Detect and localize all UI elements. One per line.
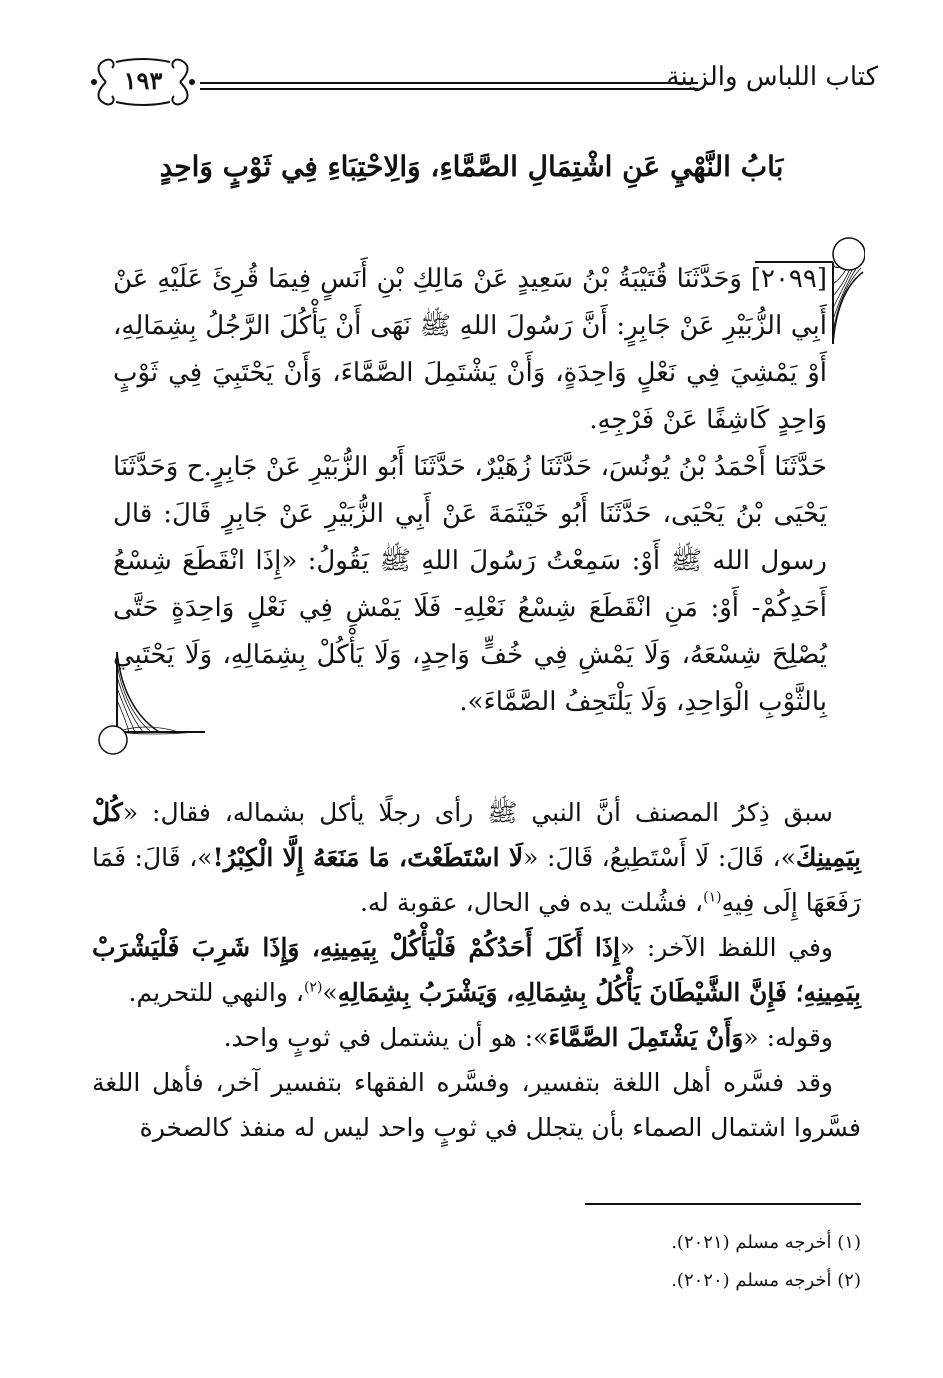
commentary-paragraph bbox=[92, 1015, 861, 1060]
quoted-hadith: لَا اسْتَطَعْتَ، مَا مَنَعَهُ إِلَّا الْكِبْرُ! bbox=[212, 843, 524, 872]
commentary-paragraph bbox=[92, 925, 861, 1015]
running-header bbox=[88, 52, 878, 112]
text-run: » bbox=[322, 978, 338, 1007]
commentary bbox=[92, 790, 861, 1150]
page-number-ornament bbox=[88, 54, 198, 110]
footnote-marker: (٢) bbox=[303, 979, 323, 996]
footnotes bbox=[92, 1224, 861, 1300]
hadith-text bbox=[113, 256, 827, 726]
text-run: وقوله: « bbox=[743, 1023, 833, 1052]
text-run: سبق ذِكرُ المصنف أنَّ النبي ﷺ رأى رجلًا يأكل بشماله، فقال: « bbox=[122, 798, 833, 827]
text-run: ، والنهي للتحريم. bbox=[128, 978, 304, 1007]
book-title: كتاب اللباس والزينة bbox=[666, 62, 878, 92]
text-run: وفي اللفظ الآخر: « bbox=[619, 933, 834, 962]
text-run: »، قَالَ: فَمَا رَفَعَهَا إِلَى فِيهِ bbox=[92, 843, 861, 917]
hadith-paragraph: حَدَّثَنَا أَحْمَدُ بْنُ يُونُسَ، حَدَّثَنَا زُهَيْرٌ، حَدَّثَنَا أَبُو الزُّبَيْرِ عَنْ جَابِرٍ.ح وَحَدَّثَنَا يَحْيَى بْنُ يَحْيَى، حَدَّثَنَا أَبُو خَيْثَمَةَ عَنْ أَبِي الزُّبَيْرِ عَنْ جَابِرٍ قَالَ: قال رسول الله ﷺ أَوْ: سَمِعْتُ رَسُولَ اللهِ ﷺ يَقُولُ: «إِذَا انْقَطَعَ شِسْعُ أَحَدِكُمْ- أَوْ: مَنِ انْقَطَعَ شِسْعُ نَعْلِهِ- فَلَا يَمْشِ فِي نَعْلٍ وَاحِدَةٍ حَتَّى يُصْلِحَ شِسْعَهُ، وَلَا يَمْشِ فِي خُفٍّ وَاحِدٍ، وَلَا يَأْكُلْ بِشِمَالِهِ، وَلَا يَحْتَبِي بِالثَّوْبِ الْوَاحِدِ، وَلَا يَلْتَحِفُ الصَّمَّاءَ». bbox=[113, 452, 827, 717]
text-run: ، فشُلت يده في الحال، عقوبة له. bbox=[359, 888, 704, 917]
commentary-paragraph: وقد فسَّره أهل اللغة بتفسير، وفسَّره الفقهاء بتفسير آخر، فأهل اللغة فسَّروا اشتمال الصماء بأن يتجلل في ثوبٍ واحد ليس له منفذ كالصخرة bbox=[92, 1068, 861, 1142]
hadith-box bbox=[95, 232, 865, 772]
header-rule bbox=[200, 82, 698, 90]
page-number: ١٩٣ bbox=[123, 66, 163, 95]
hadith-paragraph: [٢٠٩٩] وَحَدَّثَنَا قُتَيْبَةُ بْنُ سَعِيدٍ عَنْ مَالِكِ بْنِ أَنَسٍ فِيمَا قُرِئَ عَلَيْهِ عَنْ أَبِي الزُّبَيْرِ عَنْ جَابِرٍ: أَنَّ رَسُولَ اللهِ ﷺ نَهَى أَنْ يَأْكُلَ الرَّجُلُ بِشِمَالِهِ، أَوْ يَمْشِيَ فِي نَعْلٍ وَاحِدَةٍ، وَأَنْ يَشْتَمِلَ الصَّمَّاءَ، وَأَنْ يَحْتَبِيَ فِي ثَوْبٍ وَاحِدٍ كَاشِفًا عَنْ فَرْجِهِ. bbox=[113, 264, 827, 435]
chapter-heading: بَابُ النَّهْيِ عَنِ اشْتِمَالِ الصَّمَّاءِ، وَالِاحْتِبَاءِ فِي ثَوْبٍ وَاحِدٍ bbox=[159, 150, 784, 183]
text-run: »، قَالَ: لَا أَسْتَطِيعُ، قَالَ: « bbox=[523, 843, 796, 872]
footnote: (٢) أخرجه مسلم (٢٠٢٠). bbox=[671, 1270, 861, 1291]
footnote-divider bbox=[585, 1203, 861, 1205]
quoted-hadith: وَأَنْ يَشْتَمِلَ الصَّمَّاءَ bbox=[548, 1023, 744, 1052]
quoted-hadith: إِذَا أَكَلَ أَحَدُكُمْ فَلْيَأْكُلْ بِيَمِينِهِ، وَإِذَا شَرِبَ فَلْيَشْرَبْ بِيَمِينِهِ؛ فَإِنَّ الشَّيْطَانَ يَأْكُلُ بِشِمَالِهِ، وَيَشْرَبُ بِشِمَالِهِ bbox=[92, 933, 861, 1007]
quoted-hadith: كُلْ بِيَمِينِكَ bbox=[92, 798, 861, 872]
commentary-paragraph bbox=[92, 790, 861, 925]
text-run: »: هو أن يشتمل في ثوبٍ واحد. bbox=[223, 1023, 549, 1052]
footnote-marker: (١) bbox=[703, 889, 722, 906]
footnote: (١) أخرجه مسلم (٢٠٢١). bbox=[671, 1232, 861, 1253]
